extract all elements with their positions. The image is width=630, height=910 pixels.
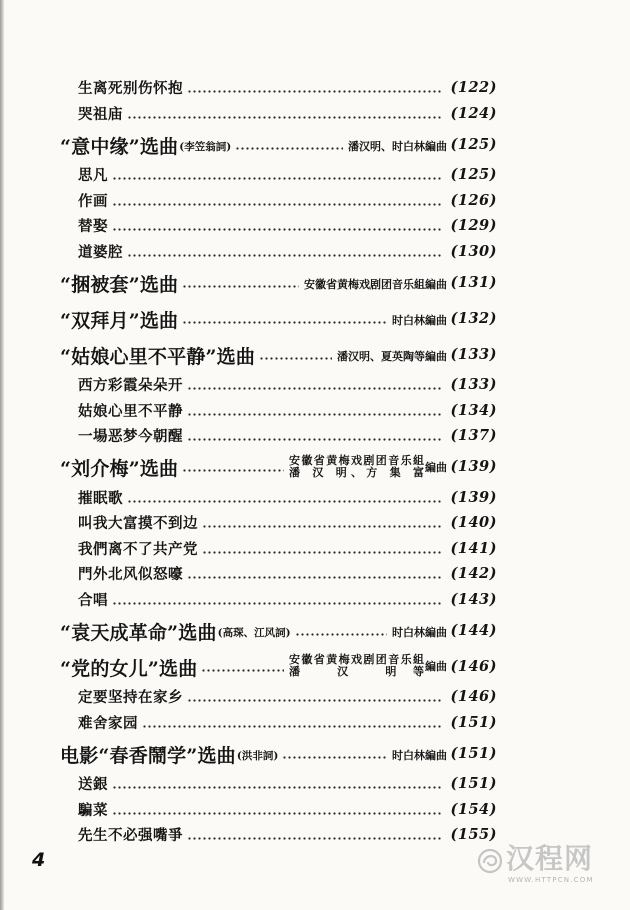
section-title: 电影“春香鬧学”选曲 — [60, 744, 236, 767]
dot-leader — [203, 525, 442, 528]
toc-section-heading — [60, 735, 497, 771]
page-number: (139) — [450, 488, 497, 506]
dot-leader — [203, 551, 442, 554]
section-title: “袁天成革命”选曲 — [60, 621, 217, 644]
dot-leader — [188, 837, 442, 840]
section-title: “刘介梅”选曲 — [60, 458, 179, 480]
page-number: (126) — [450, 191, 497, 209]
entry-title: 哭祖庙 — [78, 105, 123, 123]
toc-entry — [60, 485, 497, 511]
page-number: (144) — [450, 621, 497, 639]
entry-title: 作画 — [78, 192, 108, 210]
arranger-credit — [289, 654, 447, 678]
entry-title: 摧眠歌 — [78, 489, 123, 507]
page-number: (122) — [450, 79, 497, 97]
dot-leader — [183, 469, 284, 472]
dot-leader — [113, 228, 442, 231]
page-number: (129) — [450, 217, 497, 235]
arranger-credit: 时白林編曲 — [392, 626, 447, 639]
toc-entry — [60, 75, 497, 101]
arranger-credit-suffix: 編曲 — [425, 460, 447, 474]
arranger-credit: 安徽省黄梅戏剧团音乐組編曲 — [304, 278, 447, 291]
dot-leader — [113, 812, 442, 815]
page-number: (154) — [450, 800, 497, 818]
toc-entry — [60, 561, 497, 587]
page-number: (146) — [450, 657, 497, 675]
entry-title: 道婆腔 — [78, 243, 123, 261]
arranger-credit: 时白林編曲 — [392, 749, 447, 762]
toc-entry — [60, 771, 497, 797]
toc-entry — [60, 188, 497, 214]
entry-title: 替娶 — [78, 218, 108, 236]
page-number: (125) — [450, 135, 497, 153]
section-title: “姑娘心里不平静”选曲 — [60, 345, 256, 368]
arranger-credit-lines — [289, 654, 424, 678]
toc-entry — [60, 822, 497, 848]
toc-entry — [60, 510, 497, 536]
site-watermark — [476, 843, 614, 887]
toc-entry — [60, 710, 497, 736]
toc-section-heading — [60, 126, 497, 162]
page-number: (139) — [450, 458, 497, 475]
lyricist-note: (李笠翁詞) — [179, 140, 232, 153]
dot-leader — [113, 602, 442, 605]
page-number: (151) — [450, 713, 497, 731]
watermark-url: WWW.HTTPCN.COM — [508, 876, 594, 884]
toc-entry — [60, 536, 497, 562]
toc-entry — [60, 162, 497, 188]
entry-title: 思凡 — [78, 167, 108, 185]
page-number: (133) — [450, 376, 497, 394]
toc-entry — [60, 423, 497, 449]
toc-section-heading — [60, 612, 497, 648]
lyricist-note: (高琛、江风詞) — [217, 626, 291, 639]
dot-leader — [202, 669, 284, 672]
arranger-credit: 时白林編曲 — [392, 314, 447, 327]
dot-leader — [188, 576, 442, 579]
entry-title: 騙菜 — [78, 801, 108, 819]
swirl-logo-icon — [476, 847, 504, 875]
toc-list — [60, 75, 497, 848]
entry-title: 送銀 — [78, 776, 108, 794]
toc-entry — [60, 684, 497, 710]
toc-entry — [60, 398, 497, 424]
page-number: (125) — [450, 166, 497, 184]
page-folio: 4 — [32, 849, 46, 871]
section-title: “双拜月”选曲 — [60, 309, 179, 332]
watermark-name: 汉程网 — [506, 842, 594, 875]
lyricist-note: (洪非詞) — [236, 749, 279, 762]
section-title: “意中缘”选曲 — [60, 135, 179, 158]
dot-leader — [236, 147, 343, 150]
page-number: (142) — [450, 565, 497, 583]
entry-title: 合唱 — [78, 591, 108, 609]
page-number: (132) — [450, 309, 497, 327]
dot-leader — [113, 786, 442, 789]
arranger-credit-line: 安徽省黄梅戏剧团音乐組 — [289, 653, 424, 666]
arranger-credit-lines — [289, 455, 424, 479]
page-number: (151) — [450, 744, 497, 762]
toc-section-heading — [60, 336, 497, 372]
arranger-credit-line: 潘 汉 明、方 集 富 — [289, 465, 424, 479]
dot-leader — [260, 357, 332, 360]
arranger-credit: 潘汉明、夏英陶等編曲 — [337, 350, 447, 363]
dot-leader — [113, 203, 442, 206]
dot-leader — [128, 254, 442, 257]
entry-title: 生离死别伤怀抱 — [78, 80, 183, 98]
arranger-credit: 潘汉明、时白林編曲 — [348, 140, 447, 153]
toc-entry — [60, 239, 497, 265]
page-number: (134) — [450, 401, 497, 419]
page-number: (146) — [450, 688, 497, 706]
entry-title: 先生不必强嘴爭 — [78, 827, 183, 845]
toc-entry — [60, 101, 497, 127]
section-title: “党的女儿”选曲 — [60, 657, 198, 680]
page-number: (131) — [450, 273, 497, 291]
entry-title: 門外北风似怒嚎 — [78, 566, 183, 584]
toc-entry — [60, 372, 497, 398]
toc-entry — [60, 213, 497, 239]
dot-leader — [188, 438, 442, 441]
arranger-credit-suffix: 編曲 — [425, 660, 447, 673]
toc-section-heading — [60, 648, 497, 684]
arranger-credit-line: 安徽省黄梅戏剧团音乐組 — [289, 453, 424, 467]
entry-title: 定要坚持在家乡 — [78, 689, 183, 707]
dot-leader — [183, 321, 387, 324]
toc-section-heading — [60, 449, 497, 485]
dot-leader — [188, 413, 442, 416]
entry-title: 难舍家园 — [78, 714, 138, 732]
dot-leader — [188, 90, 442, 93]
page-number: (151) — [450, 775, 497, 793]
dot-leader — [128, 116, 442, 119]
dot-leader — [188, 699, 442, 702]
page-number: (137) — [450, 427, 497, 445]
arranger-credit — [289, 455, 447, 479]
entry-title: 西方彩霞朵朵开 — [78, 377, 183, 395]
dot-leader — [188, 387, 442, 390]
page-number: (140) — [450, 514, 497, 532]
dot-leader — [143, 725, 442, 728]
entry-title: 姑娘心里不平静 — [78, 402, 183, 420]
toc-section-heading — [60, 300, 497, 336]
page-number: (130) — [450, 242, 497, 260]
section-title: “捆被套”选曲 — [60, 273, 179, 296]
dot-leader — [296, 633, 387, 636]
dot-leader — [113, 177, 442, 180]
scan-edge-shadow — [0, 0, 4, 910]
page-number: (141) — [450, 539, 497, 557]
dot-leader — [128, 500, 442, 503]
arranger-credit-line: 潘 汉 明等 — [289, 665, 424, 678]
entry-title: 我們离不了共产党 — [78, 540, 198, 558]
toc-entry — [60, 797, 497, 823]
dot-leader — [183, 285, 299, 288]
dot-leader — [283, 756, 387, 759]
entry-title: 一場恶梦今朝醒 — [78, 428, 183, 446]
toc-entry — [60, 587, 497, 613]
page-number: (124) — [450, 104, 497, 122]
entry-title: 叫我大富摸不到边 — [78, 515, 198, 533]
page-number: (143) — [450, 590, 497, 608]
page-number: (155) — [450, 826, 497, 844]
toc-section-heading — [60, 264, 497, 300]
page-number: (133) — [450, 345, 497, 363]
